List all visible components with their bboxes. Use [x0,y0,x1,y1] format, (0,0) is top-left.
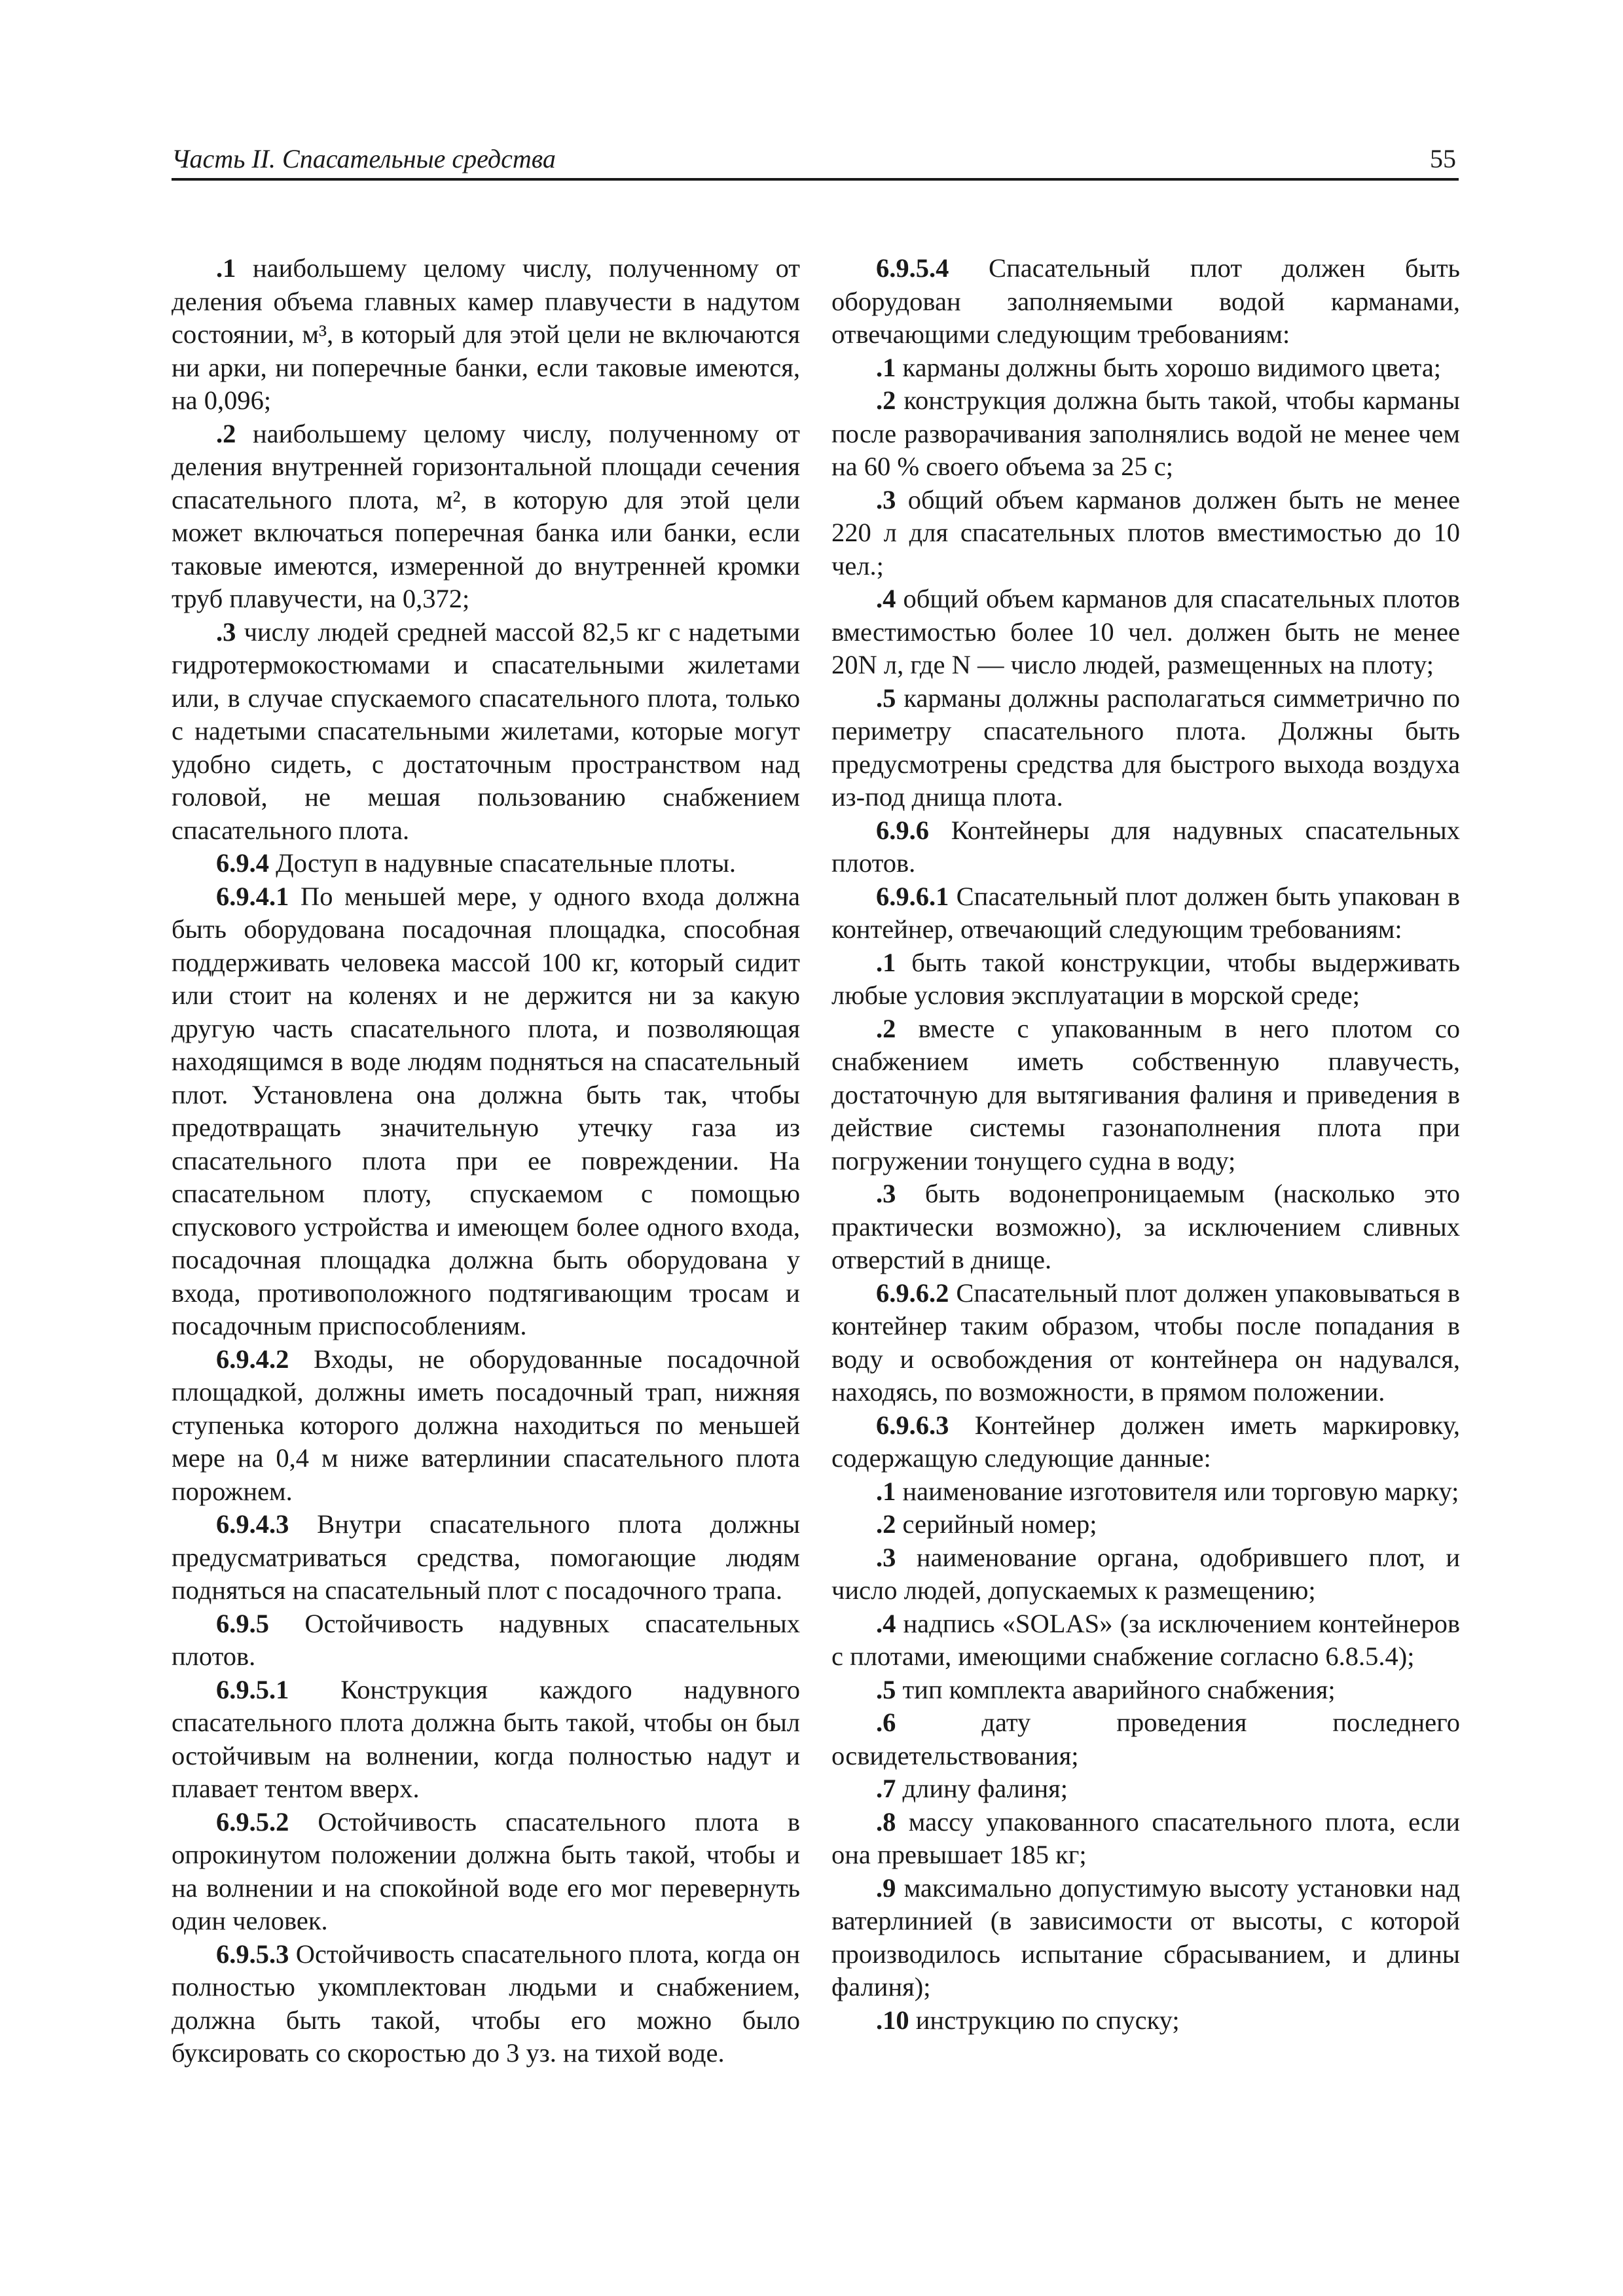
clause-number: .6 [876,1708,896,1737]
clause-text: Доступ в надувные спасательные плоты. [269,848,737,878]
paragraph [831,1475,1460,1509]
paragraph [831,1177,1460,1277]
clause-text: общий объем карманов должен быть не менее 220 л для спасательных плотов вместимостью до 10 чел.; [831,484,1460,581]
clause-text: Контейнер должен иметь маркировку, содержащую следующие данные: [831,1410,1460,1473]
clause-number: .2 [876,386,896,415]
paragraph [831,1872,1460,2004]
clause-text: Внутри спасательного плота должны предусматриваться средства, помогающие людям подняться на спасательный плот с посадочного трапа. [172,1509,800,1605]
paragraph [831,1772,1460,1806]
clause-number: .8 [876,1806,896,1837]
clause-number: 6.9.6.3 [876,1410,949,1440]
paragraph [172,1806,800,1938]
clause-number: .3 [876,484,896,514]
clause-number: 6.9.6.2 [876,1278,949,1308]
clause-number: .4 [876,584,896,613]
clause-number: 6.9.4.3 [216,1509,289,1539]
clause-text: наибольшему целому числу, полученному от деления внутренней горизонтальной площади сечения спасательного плота, м², в которую для этой цели может включаться поперечная банка или банки, если таковые имеются, измеренной до внутренней кромки труб плавучести, на 0,372; [172,418,800,613]
clause-text: инструкцию по спуску; [909,2005,1180,2035]
clause-text: Спасательный плот должен упаковываться в контейнер таким образом, чтобы после попадания в воду и освобождения от контейнера он надувался, находясь, по возможности, в прямом положении. [831,1278,1460,1407]
clause-text: Спасательный плот должен быть оборудован заполняемыми водой карманами, отвечающими следующим требованиям: [831,253,1460,349]
running-title: Часть II. Спасательные средства [172,144,556,173]
clause-number: 6.9.6.1 [876,881,949,911]
paragraph [831,1674,1460,1707]
paragraph [172,1508,800,1607]
paragraph [831,1607,1460,1674]
clause-text: числу людей средней массой 82,5 кг с надетыми гидротермокостюмами и спасательными жилетами или, в случае спускаемого спасательного плота, только с надетыми спасательными жилетами, которые могут удобно сидеть, с достаточным пространством над головой, не мешая пользованию снабжением спасательного плота. [172,617,800,845]
clause-text: конструкция должна быть такой, чтобы карманы после разворачивания заполнялись водой не менее чем на 60 % своего объема за 25 с; [831,386,1460,481]
clause-number: 6.9.5.3 [216,1939,289,1969]
paragraph [831,880,1460,946]
clause-number: 6.9.4 [216,848,269,878]
paragraph [831,682,1460,814]
paragraph [172,880,800,1343]
clause-number: 6.9.5 [216,1608,269,1638]
clause-text: надпись «SOLAS» (за исключением контейнеров с плотами, имеющими снабжение согласно 6.8.5.4); [831,1608,1460,1671]
paragraph [172,1938,800,2070]
clause-number: .9 [876,1873,896,1903]
paragraph [831,1013,1460,1178]
paragraph [831,1706,1460,1772]
clause-number: 6.9.5.1 [216,1674,289,1704]
paragraph [831,814,1460,880]
clause-number: .3 [876,1179,896,1208]
clause-text: быть такой конструкции, чтобы выдерживать любые условия эксплуатации в морской среде; [831,947,1460,1010]
right-column [831,252,1460,2037]
clause-number: .5 [876,1674,896,1704]
clause-text: длину фалиня; [896,1774,1068,1803]
clause-number: .1 [876,947,896,977]
clause-text: Остойчивость спасательного плота, когда он полностью укомплектован людьми и снабжением, должна быть такой, чтобы его можно было буксировать со скоростью до 3 уз. на тихой воде. [172,1939,800,2068]
paragraph [831,1277,1460,1409]
clause-number: 6.9.6 [876,815,929,845]
clause-text: наибольшему целому числу, полученному от деления объема главных камер плавучести в надутом состоянии, м³, в который для этой цели не включаются ни арки, ни поперечные банки, если таковые имеются, на 0,096; [172,253,800,415]
paragraph [172,252,800,418]
clause-number: .2 [876,1509,896,1539]
clause-text: Входы, не оборудованные посадочной площадкой, должны иметь посадочный трап, нижняя ступенька которого должна находиться по меньшей мере на 0,4 м ниже ватерлинии спасательного плота порожнем. [172,1344,800,1506]
paragraph [172,1674,800,1806]
clause-text: Спасательный плот должен быть упакован в контейнер, отвечающий следующим требованиям: [831,881,1460,944]
clause-number: .7 [876,1774,896,1803]
clause-text: Остойчивость спасательного плота в опрокинутом положении должна быть такой, чтобы и на волнении и на спокойной воде его мог перевернуть один человек. [172,1806,800,1935]
paragraph [831,1409,1460,1475]
clause-text: общий объем карманов для спасательных плотов вместимостью более 10 чел. должен быть не менее 20N л, где N — число людей, размещенных на плоту; [831,584,1460,679]
clause-number: .2 [876,1013,896,1043]
paragraph [172,418,800,616]
clause-text: карманы должны быть хорошо видимого цвета; [896,352,1442,382]
page-header [172,139,1459,181]
clause-text: серийный номер; [896,1509,1097,1539]
clause-text: наименование органа, одобрившего плот, и число людей, допускаемых к размещению; [831,1542,1460,1605]
paragraph [172,847,800,880]
paragraph [831,1806,1460,1872]
left-column [172,252,800,2070]
paragraph [172,616,800,848]
clause-number: .5 [876,683,896,713]
clause-number: .3 [876,1542,896,1572]
clause-number: .4 [876,1608,896,1638]
clause-text: Остойчивость надувных спасательных плотов. [172,1608,800,1671]
clause-number: .2 [216,418,236,448]
clause-text: По меньшей мере, у одного входа должна быть оборудована посадочная площадка, способная поддерживать человека массой 100 кг, который сидит или стоит на коленях и не держится ни за какую другую часть спасательного плота, и позволяющая находящимся в воде людям подняться на спасательный плот. Установлена она должна быть так, чтобы предотвращать значительную утечку газа из спасательного плота при ее повреждении. На спасательном плоту, спускаемом с помощью спускового устройства и имеющем более одного входа, посадочная площадка должна быть оборудована у входа, противоположного подтягивающим тросам и посадочным приспособлениям. [172,881,800,1340]
page-number: 55 [1430,144,1456,173]
paragraph [172,1607,800,1674]
clause-number: 6.9.5.2 [216,1806,289,1837]
paragraph [831,1541,1460,1607]
paragraph [172,1343,800,1509]
clause-number: 6.9.4.2 [216,1344,289,1374]
paragraph [831,484,1460,583]
clause-text: максимально допустимую высоту установки над ватерлинией (в зависимости от высоты, с которой производилось испытание сбрасыванием, и длины фалиня); [831,1873,1460,2001]
paragraph [831,946,1460,1013]
clause-text: дату проведения последнего освидетельствования; [831,1708,1460,1770]
paragraph [831,384,1460,484]
clause-text: карманы должны располагаться симметрично по периметру спасательного плота. Должны быть предусмотрены средства для быстрого выхода воздуха из-под днища плота. [831,683,1460,812]
clause-text: массу упакованного спасательного плота, если она превышает 185 кг; [831,1806,1460,1869]
clause-number: .3 [216,617,236,647]
clause-text: быть водонепроницаемым (насколько это практически возможно), за исключением сливных отверстий в днище. [831,1179,1460,1274]
clause-number: .1 [876,352,896,382]
paragraph [831,351,1460,385]
paragraph [831,1508,1460,1541]
clause-number: .1 [216,253,236,283]
clause-text: Конструкция каждого надувного спасательного плота должна быть такой, чтобы он был остойчивым на волнении, когда полностью надут и плавает тентом вверх. [172,1674,800,1803]
clause-text: вместе с упакованным в него плотом со снабжением иметь собственную плавучесть, достаточную для вытягивания фалиня и приведения в действие системы газонаполнения плота при погружении тонущего судна в воду; [831,1013,1460,1175]
paragraph [831,252,1460,351]
paragraph [831,2004,1460,2037]
clause-text: тип комплекта аварийного снабжения; [896,1674,1336,1704]
paragraph [831,583,1460,682]
clause-number: .10 [876,2005,909,2035]
clause-number: 6.9.4.1 [216,881,289,911]
clause-number: .1 [876,1476,896,1506]
clause-text: наименование изготовителя или торговую марку; [896,1476,1459,1506]
clause-text: Контейнеры для надувных спасательных плотов. [831,815,1460,878]
clause-number: 6.9.5.4 [876,253,949,283]
